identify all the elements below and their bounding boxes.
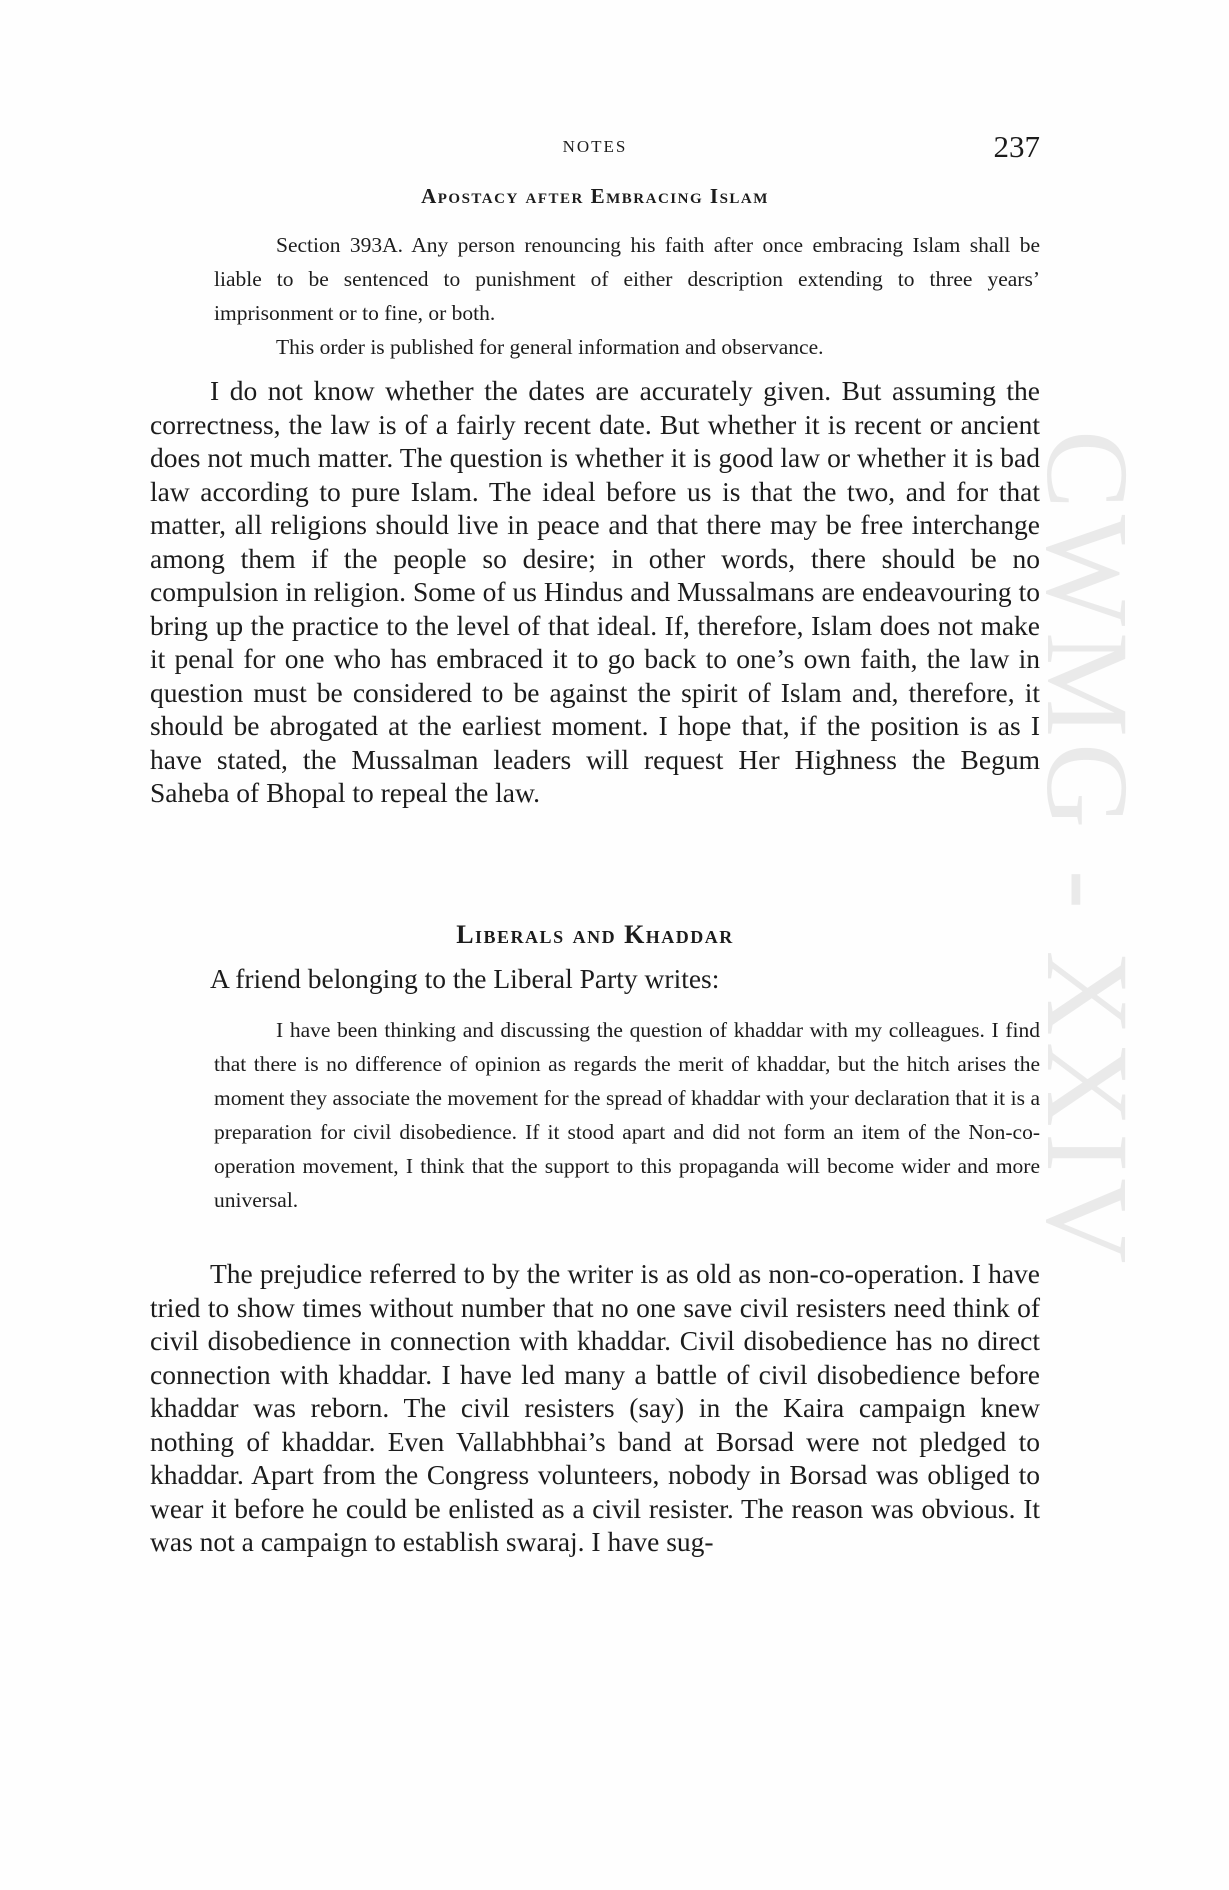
- quoted-order-note: This order is published for general information and observance.: [276, 335, 824, 359]
- paragraph-text: I do not know whether the dates are accurately given. But assuming the correctness, the law is of a fairly recent date. But whether it is recent or ancient does not much matter. The question is whether it is good law or whether it is bad law according to pure Islam. The ideal before us is that the two, and for that matter, all religions should live in peace and that there may be free interchange among them if the people so desire; in other words, there should be no compulsion in religion. Some of us Hindus and Mussalmans are endeavouring to bring up the practice to the level of that ideal. If, therefore, Islam does not make it penal for one who has embraced it to go back to one’s own faith, the law in question must be considered to be against the spirit of Islam and, therefore, it should be abrogated at the earliest moment. I hope that, if the position is as I have stated, the Mussalman leaders will request Her Highness the Begum Saheba of Bhopal to repeal the law.: [150, 375, 1040, 808]
- running-head: [150, 129, 1040, 173]
- quoted-section-text: Section 393A. Any person renouncing his faith after once embracing Islam shall be liable to be sentenced to punishment of either description extending to three years’ imprisonment or to fine, or both.: [214, 233, 1040, 325]
- paragraph-text: The prejudice referred to by the writer is as old as non-co-operation. I have tried to show times without number that no one save civil resisters need think of civil disobedience in connection with khaddar. Civil disobedience has no direct connection with khaddar. I have led many a battle of civil disobedience before khaddar was reborn. The civil resisters (say) in the Kaira campaign knew nothing of khaddar. Even Vallabhbhai’s band at Borsad were not pledged to khaddar. Apart from the Congress volunteers, nobody in Borsad was obliged to wear it before he could be enlisted as a civil resister. The reason was obvious. It was not a campaign to establish swaraj. I have sug-: [150, 1258, 1040, 1557]
- quoted-letter-text: I have been thinking and discussing the question of khaddar with my colleagues. I find that there is no difference of opinion as regards the merit of khaddar, but the hitch arises the moment they associate the movement for the spread of khaddar with your declaration that it is a preparation for civil disobedience. If it stood apart and did not form an item of the Non-co-operation movement, I think that the support to this propaganda will become wider and more universal.: [214, 1018, 1040, 1212]
- section-heading-apostacy: Apostacy after Embracing Islam: [421, 184, 769, 208]
- body-paragraph-apostacy: [150, 374, 1040, 810]
- quoted-letter: [214, 1013, 1040, 1217]
- running-title: NOTES: [562, 137, 628, 156]
- section-heading-liberals: Liberals and Khaddar: [456, 920, 734, 949]
- quoted-order: [214, 228, 1040, 364]
- body-paragraph-khaddar: [150, 1257, 1040, 1559]
- watermark-text: CWMG - XXIV: [1022, 430, 1153, 1270]
- letter-intro: A friend belonging to the Liberal Party writes:: [210, 963, 720, 994]
- page-number: 237: [993, 129, 1040, 164]
- book-page: [150, 0, 1040, 1890]
